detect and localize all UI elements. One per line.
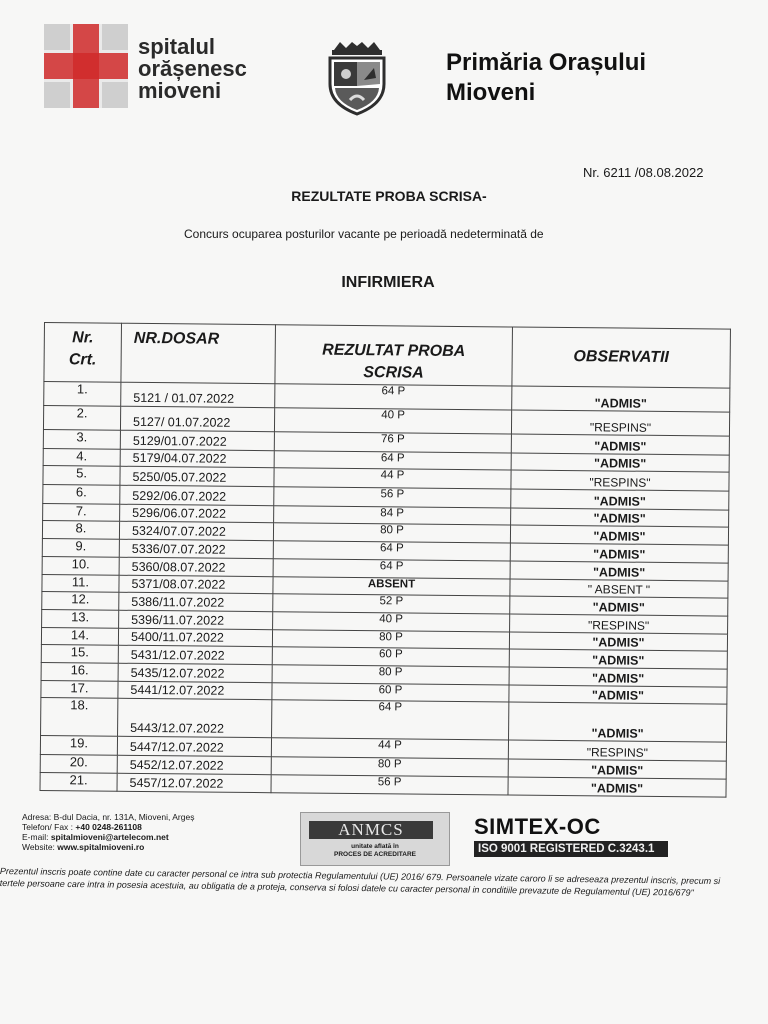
cell-rezultat: 80 P <box>272 665 509 685</box>
cell-observatii: "ADMIS" <box>508 759 726 779</box>
cell-observatii: "RESPINS" <box>508 740 726 761</box>
header-nr <box>44 323 122 383</box>
header-rezultat-line-2: SCRISA <box>363 364 424 382</box>
cell-observatii: "ADMIS" <box>512 386 730 412</box>
cell-rezultat: 64 P <box>274 451 511 470</box>
anmcs-line-2: PROCES DE ACREDITARE <box>334 851 416 858</box>
cell-rezultat: 64 P <box>273 559 510 579</box>
cell-nr: 1. <box>44 382 121 407</box>
cell-observatii: "ADMIS" <box>509 632 727 651</box>
website-value[interactable]: www.spitalmioveni.ro <box>57 842 145 852</box>
cell-rezultat: 80 P <box>273 523 510 543</box>
email-value[interactable]: spitalmioveni@artelecom.net <box>50 832 169 842</box>
cell-observatii: "ADMIS" <box>510 543 728 563</box>
cell-rezultat: 76 P <box>274 432 511 453</box>
cell-rezultat: 44 P <box>271 738 508 759</box>
simtex-iso: ISO 9001 REGISTERED C.3243.1 <box>474 841 668 857</box>
cell-dosar: 5121 / 01.07.2022 <box>121 382 275 407</box>
cell-observatii: "RESPINS" <box>510 614 728 634</box>
cell-observatii: "ADMIS" <box>511 453 729 472</box>
cell-rezultat: 64 P <box>272 700 509 740</box>
cell-observatii: "ADMIS" <box>509 685 727 704</box>
cell-observatii: "ADMIS" <box>509 649 727 669</box>
cell-dosar: 5371/08.07.2022 <box>119 575 273 593</box>
cell-nr: 19. <box>40 735 117 755</box>
cell-observatii: "ADMIS" <box>510 525 728 545</box>
header-rezultat-line-1: REZULTAT PROBA <box>322 341 466 361</box>
cell-observatii: "RESPINS" <box>511 410 729 436</box>
cell-nr: 7. <box>43 503 120 521</box>
cell-rezultat: 80 P <box>272 630 509 649</box>
cell-observatii: "ADMIS" <box>511 489 729 510</box>
header-rezultat <box>275 325 513 386</box>
cell-dosar: 5386/11.07.2022 <box>119 592 273 611</box>
hospital-name-line-3: mioveni <box>138 78 222 103</box>
cell-nr: 18. <box>41 697 118 736</box>
cell-nr: 13. <box>42 609 119 628</box>
cell-nr: 3. <box>43 429 120 449</box>
email-line <box>22 832 194 842</box>
footer-address-block <box>22 812 194 852</box>
cell-rezultat: ABSENT <box>273 577 510 596</box>
phone-line <box>22 822 194 832</box>
simtex-logo <box>474 816 668 857</box>
cell-observatii: "ADMIS" <box>509 667 727 687</box>
header-obs <box>512 327 731 388</box>
hospital-name-line-1: spitalul <box>138 34 216 59</box>
cell-rezultat: 52 P <box>273 594 510 614</box>
hospital-name <box>138 36 247 102</box>
cell-dosar: 5435/12.07.2022 <box>118 663 272 682</box>
table-body <box>40 382 730 798</box>
city-hall-line-2: Mioveni <box>446 79 536 106</box>
cell-dosar: 5452/12.07.2022 <box>117 755 271 774</box>
document-title: REZULTATE PROBA SCRISA- <box>291 188 487 204</box>
cell-dosar: 5400/11.07.2022 <box>118 628 272 646</box>
cell-rezultat: 40 P <box>274 408 511 434</box>
cell-rezultat: 64 P <box>275 384 512 410</box>
cell-dosar: 5296/06.07.2022 <box>120 504 274 522</box>
address-line: Adresa: B-dul Dacia, nr. 131A, Mioveni, Argeș <box>22 812 195 822</box>
cell-rezultat: 84 P <box>274 506 511 525</box>
privacy-disclaimer: Prezentul inscris poate contine date cu caracter personal ce intra sub protectia Regulamentului (UE) 2016/ 679. Persoanele vizate caroro li se adreseaza prezentul inscris, precum si tertele persoane care intra in posesia acestuia, au obligatia de a proteja, conserva si folosi datele cu caracter personal in conditiile prevazute de Regulamentul (UE) 2016/679" <box>0 865 721 898</box>
cell-rezultat: 56 P <box>274 487 511 508</box>
cell-nr: 20. <box>40 754 117 773</box>
position-title: INFIRMIERA <box>341 274 435 291</box>
cell-nr: 12. <box>42 591 119 610</box>
hospital-logo-cross <box>44 24 128 108</box>
table-row <box>41 697 727 742</box>
cell-nr: 10. <box>42 556 119 575</box>
cell-rezultat: 80 P <box>271 757 508 777</box>
cell-observatii: "ADMIS" <box>511 434 729 455</box>
anmcs-logo <box>300 812 450 866</box>
simtex-name: SIMTEX-OC <box>474 814 601 839</box>
cell-rezultat: 44 P <box>274 468 511 489</box>
cell-observatii: "ADMIS" <box>511 508 729 527</box>
cell-nr: 6. <box>43 484 120 504</box>
cell-dosar: 5292/06.07.2022 <box>120 485 274 505</box>
cell-rezultat: 60 P <box>272 683 509 702</box>
cell-nr: 21. <box>40 772 117 791</box>
cell-dosar: 5441/12.07.2022 <box>118 681 272 699</box>
cell-rezultat: 40 P <box>273 612 510 632</box>
header-dosar-label: NR.DOSAR <box>133 329 220 348</box>
website-label: Website: <box>22 842 58 852</box>
city-crest-icon <box>326 40 388 116</box>
hospital-name-line-2: orășenesc <box>138 56 247 81</box>
phone-value: +40 0248-261108 <box>75 822 142 832</box>
cell-nr: 14. <box>41 627 118 645</box>
cell-nr: 11. <box>42 574 119 592</box>
anmcs-line-1: unitate aflată în <box>351 843 399 850</box>
cell-rezultat: 64 P <box>273 541 510 561</box>
cell-observatii: "ADMIS" <box>510 596 728 616</box>
cell-nr: 4. <box>43 448 120 466</box>
cell-dosar: 5336/07.07.2022 <box>119 539 273 558</box>
cell-observatii: " ABSENT " <box>510 579 728 598</box>
table-header-row <box>44 323 731 389</box>
cell-dosar: 5360/08.07.2022 <box>119 557 273 576</box>
cell-dosar: 5457/12.07.2022 <box>117 773 271 792</box>
cell-nr: 9. <box>42 538 119 557</box>
email-label: E-mail: <box>22 832 51 842</box>
header-dosar <box>121 323 276 383</box>
cell-nr: 5. <box>43 465 120 485</box>
cell-observatii: "ADMIS" <box>510 561 728 581</box>
cell-dosar: 5179/04.07.2022 <box>120 449 274 467</box>
cell-dosar: 5324/07.07.2022 <box>119 521 273 540</box>
cell-observatii: "ADMIS" <box>508 777 726 797</box>
cell-dosar: 5431/12.07.2022 <box>118 645 272 664</box>
cell-rezultat: 60 P <box>272 647 509 667</box>
document-number: Nr. 6211 /08.08.2022 <box>583 165 704 180</box>
document-subtitle: Concurs ocuparea posturilor vacante pe perioadă nedeterminată de <box>184 227 544 241</box>
anmcs-name: ANMCS <box>309 821 433 839</box>
results-table <box>39 322 730 798</box>
cell-nr: 16. <box>41 662 118 681</box>
cell-dosar: 5443/12.07.2022 <box>118 698 272 737</box>
cell-dosar: 5127/ 01.07.2022 <box>120 406 274 431</box>
website-line <box>22 842 194 852</box>
cell-dosar: 5447/12.07.2022 <box>117 736 271 756</box>
header-nr-line-2: Crt. <box>68 351 97 369</box>
cell-dosar: 5129/01.07.2022 <box>120 430 274 450</box>
city-hall-line-1: Primăria Orașului <box>446 49 647 76</box>
cell-nr: 17. <box>41 680 118 698</box>
cell-dosar: 5250/05.07.2022 <box>120 466 274 486</box>
cell-nr: 15. <box>41 644 118 663</box>
cell-nr: 2. <box>43 406 120 431</box>
header-obs-label: OBSERVATII <box>573 348 669 366</box>
header-nr-line-1: Nr. <box>72 329 94 347</box>
phone-label: Telefon/ Fax : <box>22 822 76 832</box>
cell-observatii: "ADMIS" <box>509 702 727 742</box>
cell-observatii: "RESPINS" <box>511 470 729 491</box>
cell-rezultat: 56 P <box>271 775 508 795</box>
cell-dosar: 5396/11.07.2022 <box>119 610 273 629</box>
cell-nr: 8. <box>42 520 119 539</box>
city-hall-name <box>446 48 646 108</box>
